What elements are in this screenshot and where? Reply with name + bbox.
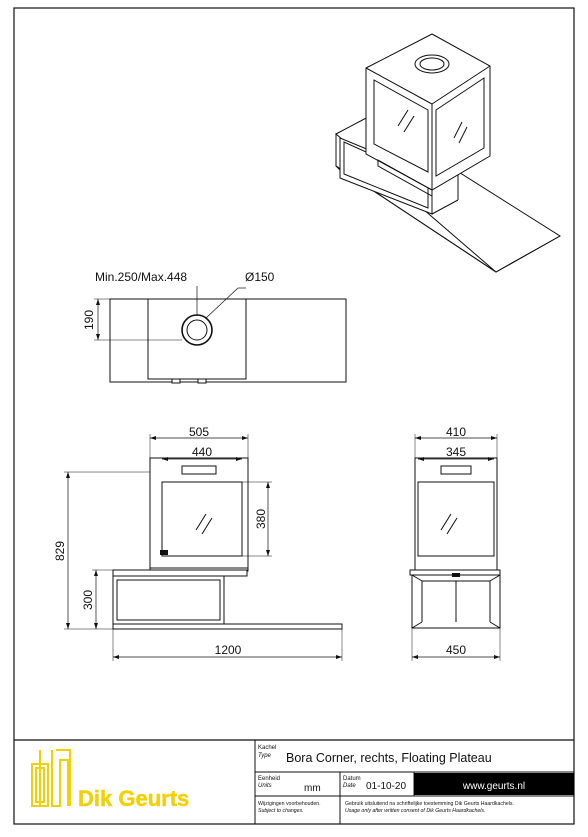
units-value: mm — [304, 783, 321, 794]
outer-width-label: 505 — [188, 425, 210, 439]
plateau-box-front — [113, 576, 224, 624]
flue-diameter-label: Ø150 — [245, 270, 275, 284]
plateau-outline — [110, 299, 346, 382]
units-label-en: Units — [258, 783, 272, 789]
units-label: Eenheid — [258, 776, 281, 782]
glass-height-label: 380 — [254, 508, 268, 530]
stove-side — [415, 458, 497, 570]
brand-name: Dik Geurts — [78, 786, 190, 811]
front-view — [64, 434, 342, 661]
plateau-length-label: 1200 — [214, 643, 242, 657]
product-name: Bora Corner, rechts, Floating Plateau — [286, 751, 492, 765]
depth-offset-label: 190 — [82, 309, 96, 330]
usage-note-en: Usage only after written consent of Dik Geurts Haardkachels. — [345, 808, 486, 814]
usage-note-nl: Gebruik uitsluitend na schriftelijke toestemming Dik Geurts Haardkachels. — [345, 801, 514, 807]
changes-note-en: Subject to changes. — [258, 808, 304, 814]
isometric-view — [336, 34, 560, 272]
plateau-depth-label: 450 — [445, 643, 467, 657]
glass-width-label: 440 — [191, 445, 213, 459]
date-value: 01-10-20 — [366, 781, 407, 792]
date-label-en: Date — [343, 783, 356, 789]
website-link[interactable]: www.geurts.nl — [462, 781, 526, 792]
plateau-top-front — [113, 570, 247, 576]
total-height-label: 829 — [53, 540, 67, 562]
changes-note-nl: Wijzigingen voorbehouden. — [258, 801, 321, 807]
side-outer-width-label: 410 — [445, 425, 467, 439]
flue-height-range-label: Min.250/Max.448 — [95, 270, 188, 284]
side-view — [410, 434, 500, 661]
type-label-en: Type — [258, 753, 271, 759]
dik-geurts-logo — [32, 750, 70, 806]
side-glass-width-label: 345 — [445, 445, 467, 459]
plateau-base-front — [113, 624, 342, 629]
date-label: Datum — [343, 776, 361, 782]
type-label: Kachel — [258, 745, 277, 751]
plateau-height-label: 300 — [81, 589, 95, 611]
top-view — [94, 286, 346, 383]
